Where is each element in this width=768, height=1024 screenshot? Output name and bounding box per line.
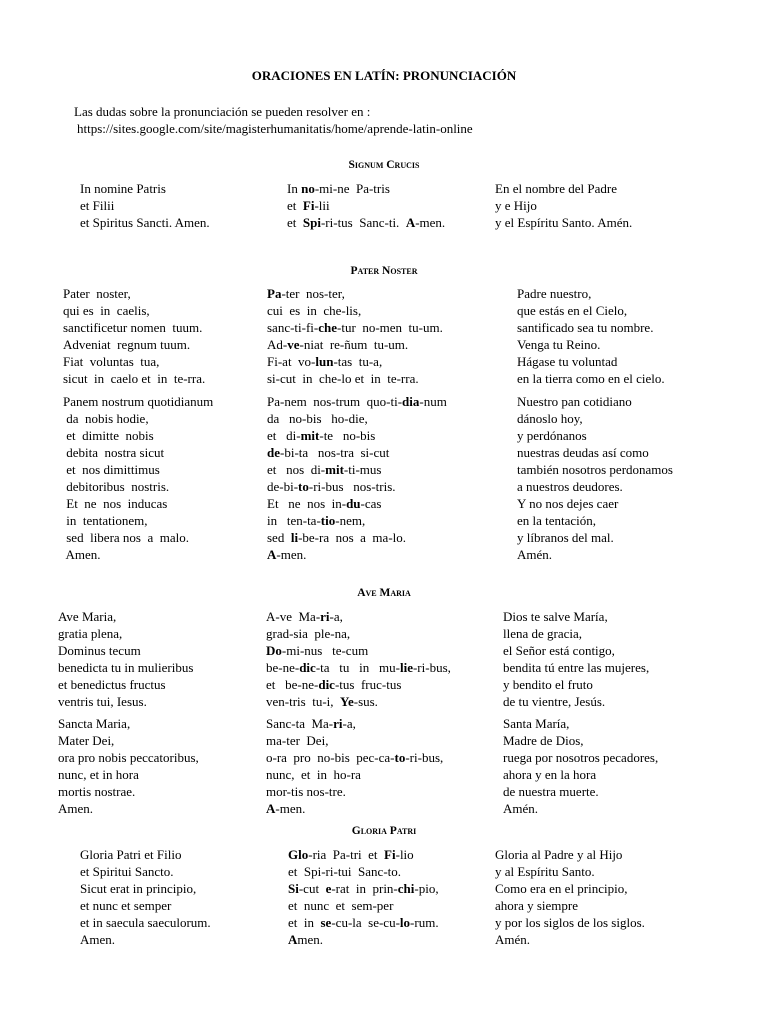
text-line: y e Hijo bbox=[495, 198, 537, 213]
text-line: benedicta tu in mulieribus bbox=[58, 660, 194, 675]
signum-crucis-latin bbox=[80, 180, 210, 231]
text-line: Amén. bbox=[495, 932, 531, 947]
text-line: sed li-be-ra nos a ma-lo. bbox=[267, 530, 407, 545]
text-line: de tu vientre, Jesús. bbox=[503, 694, 606, 709]
text-line: et Spi-ri-tus Sanc-ti. A-men. bbox=[287, 215, 446, 230]
text-line: Do-mi-nus te-cum bbox=[266, 643, 369, 658]
text-line: Glo-ria Pa-tri et Fi-lio bbox=[288, 847, 414, 862]
text-line: y líbranos del mal. bbox=[517, 530, 614, 545]
text-line: Dios te salve María, bbox=[503, 609, 608, 624]
text-line: Fiat voluntas tua, bbox=[63, 354, 160, 369]
text-line: be-ne-dic-ta tu in mu-lie-ri-bus, bbox=[266, 660, 451, 675]
text-line: Y no nos dejes caer bbox=[517, 496, 619, 511]
text-line: si-cut in che-lo et in te-rra. bbox=[267, 371, 419, 386]
text-line: Amén. bbox=[503, 801, 539, 816]
text-line: mortis nostrae. bbox=[58, 784, 136, 799]
text-line: y al Espíritu Santo. bbox=[495, 864, 595, 879]
text-line: Si-cut e-rat in prin-chi-pio, bbox=[288, 881, 439, 896]
text-line: Hágase tu voluntad bbox=[517, 354, 618, 369]
text-line: A-ve Ma-ri-a, bbox=[266, 609, 343, 624]
text-line: y perdónanos bbox=[517, 428, 587, 443]
pater-noster-latin-part-1 bbox=[63, 285, 205, 387]
text-line: Como era en el principio, bbox=[495, 881, 628, 896]
text-line: mor-tis nos-tre. bbox=[266, 784, 346, 799]
text-line: sanctificetur nomen tuum. bbox=[63, 320, 203, 335]
text-line: ruega por nosotros pecadores, bbox=[503, 750, 659, 765]
section-heading-ave-maria: Ave Maria bbox=[357, 587, 411, 599]
text-line: también nosotros perdonamos bbox=[517, 462, 673, 477]
text-line: grad-sia ple-na, bbox=[266, 626, 351, 641]
text-line: et nunc et semper bbox=[80, 898, 172, 913]
intro-block bbox=[74, 103, 473, 137]
text-line: ventris tui, Iesus. bbox=[58, 694, 147, 709]
section-heading-pater-noster: Pater Noster bbox=[350, 265, 418, 277]
text-line: Et ne nos in-du-cas bbox=[267, 496, 382, 511]
text-line: et nos dimittimus bbox=[63, 462, 160, 477]
text-line: et in se-cu-la se-cu-lo-rum. bbox=[288, 915, 439, 930]
ave-maria-latin-part-2 bbox=[58, 715, 199, 817]
text-line: el Señor está contigo, bbox=[503, 643, 615, 658]
gloria-patri-latin bbox=[80, 846, 211, 948]
text-line: Madre de Dios, bbox=[503, 733, 584, 748]
text-line: nunc, et in hora bbox=[58, 767, 139, 782]
text-line: et nunc et sem-per bbox=[288, 898, 394, 913]
text-line: llena de gracia, bbox=[503, 626, 583, 641]
text-line: et nos di-mit-ti-mus bbox=[267, 462, 382, 477]
text-line: y bendito el fruto bbox=[503, 677, 593, 692]
text-line: En el nombre del Padre bbox=[495, 181, 618, 196]
intro-url: https://sites.google.com/site/magisterhumanitatis/home/aprende-latin-online bbox=[77, 121, 473, 136]
ave-maria-latin-part-1 bbox=[58, 608, 193, 710]
gloria-patri-pronunciation bbox=[288, 846, 439, 948]
text-line: de nuestra muerte. bbox=[503, 784, 599, 799]
text-line: ma-ter Dei, bbox=[266, 733, 329, 748]
text-line: In no-mi-ne Pa-tris bbox=[287, 181, 390, 196]
text-line: et Fi-lii bbox=[287, 198, 330, 213]
gloria-patri-spanish bbox=[495, 846, 645, 948]
text-line: Santa María, bbox=[503, 716, 570, 731]
text-line: et dimitte nobis bbox=[63, 428, 154, 443]
section-heading-signum-crucis: Signum Crucis bbox=[348, 159, 420, 171]
text-line: santificado sea tu nombre. bbox=[517, 320, 654, 335]
text-line: en la tentación, bbox=[517, 513, 597, 528]
pater-noster-latin-part-2 bbox=[63, 393, 213, 563]
text-line: Pa-nem nos-trum quo-ti-dia-num bbox=[267, 394, 447, 409]
text-line: bendita tú entre las mujeres, bbox=[503, 660, 650, 675]
text-line: ahora y siempre bbox=[495, 898, 579, 913]
text-line: Mater Dei, bbox=[58, 733, 115, 748]
text-line: Pater noster, bbox=[63, 286, 131, 301]
text-line: Gloria Patri et Filio bbox=[80, 847, 182, 862]
text-line: da no-bis ho-die, bbox=[267, 411, 368, 426]
intro-text: Las dudas sobre la pronunciación se pueden resolver en : bbox=[74, 104, 371, 119]
pater-noster-spanish-part-2 bbox=[517, 393, 673, 563]
signum-crucis-pronunciation bbox=[287, 180, 445, 231]
text-line: Sanc-ta Ma-ri-a, bbox=[266, 716, 356, 731]
text-line: et di-mit-te no-bis bbox=[267, 428, 376, 443]
ave-maria-pronunciation-part-1 bbox=[266, 608, 451, 710]
text-line: o-ra pro no-bis pec-ca-to-ri-bus, bbox=[266, 750, 444, 765]
text-line: Nuestro pan cotidiano bbox=[517, 394, 632, 409]
text-line: ora pro nobis peccatoribus, bbox=[58, 750, 199, 765]
text-line: debitoribus nostris. bbox=[63, 479, 170, 494]
ave-maria-spanish-part-1 bbox=[503, 608, 649, 710]
text-line: Amén. bbox=[517, 547, 553, 562]
text-line: sicut in caelo et in te-rra. bbox=[63, 371, 206, 386]
text-line: y el Espíritu Santo. Amén. bbox=[495, 215, 633, 230]
text-line: et in saecula saeculorum. bbox=[80, 915, 211, 930]
text-line: y por los siglos de los siglos. bbox=[495, 915, 645, 930]
text-line: Amen. bbox=[63, 547, 101, 562]
text-line: A-men. bbox=[267, 547, 307, 562]
text-line: in ten-ta-tio-nem, bbox=[267, 513, 366, 528]
pater-noster-pronunciation-part-1 bbox=[267, 285, 443, 387]
text-line: in tentationem, bbox=[63, 513, 148, 528]
text-line: de-bi-ta nos-tra si-cut bbox=[267, 445, 390, 460]
text-line: Et ne nos inducas bbox=[63, 496, 168, 511]
text-line: et Spiritus Sancti. Amen. bbox=[80, 215, 210, 230]
text-line: et Spiritui Sancto. bbox=[80, 864, 174, 879]
document-title: ORACIONES EN LATÍN: PRONUNCIACIÓN bbox=[251, 68, 517, 83]
text-line: Ave Maria, bbox=[58, 609, 117, 624]
pater-noster-pronunciation-part-2 bbox=[267, 393, 447, 563]
text-line: Dominus tecum bbox=[58, 643, 141, 658]
text-line: Gloria al Padre y al Hijo bbox=[495, 847, 623, 862]
text-line: Sancta Maria, bbox=[58, 716, 131, 731]
text-line: gratia plena, bbox=[58, 626, 123, 641]
text-line: Venga tu Reino. bbox=[517, 337, 601, 352]
text-line: Sicut erat in principio, bbox=[80, 881, 197, 896]
text-line: In nomine Patris bbox=[80, 181, 166, 196]
text-line: debita nostra sicut bbox=[63, 445, 165, 460]
text-line: et Filii bbox=[80, 198, 115, 213]
text-line: Panem nostrum quotidianum bbox=[63, 394, 214, 409]
ave-maria-pronunciation-part-2 bbox=[266, 715, 443, 817]
text-line: sed libera nos a malo. bbox=[63, 530, 189, 545]
text-line: cui es in che-lis, bbox=[267, 303, 362, 318]
pater-noster-spanish-part-1 bbox=[517, 285, 665, 387]
text-line: en la tierra como en el cielo. bbox=[517, 371, 665, 386]
text-line: de-bi-to-ri-bus nos-tris. bbox=[267, 479, 396, 494]
text-line: Padre nuestro, bbox=[517, 286, 592, 301]
text-line: et Spi-ri-tui Sanc-to. bbox=[288, 864, 402, 879]
text-line: ahora y en la hora bbox=[503, 767, 597, 782]
text-line: da nobis hodie, bbox=[63, 411, 149, 426]
ave-maria-spanish-part-2 bbox=[503, 715, 658, 817]
text-line: ven-tris tu-i, Ye-sus. bbox=[266, 694, 378, 709]
text-line: nuestras deudas así como bbox=[517, 445, 649, 460]
text-line: Amen. bbox=[58, 801, 94, 816]
text-line: qui es in caelis, bbox=[63, 303, 150, 318]
text-line: et benedictus fructus bbox=[58, 677, 166, 692]
text-line: A-men. bbox=[266, 801, 306, 816]
text-line: dánoslo hoy, bbox=[517, 411, 583, 426]
text-line: et be-ne-dic-tus fruc-tus bbox=[266, 677, 402, 692]
text-line: a nuestros deudores. bbox=[517, 479, 623, 494]
text-line: que estás en el Cielo, bbox=[517, 303, 628, 318]
text-line: Amen. bbox=[288, 932, 324, 947]
text-line: sanc-ti-fi-che-tur no-men tu-um. bbox=[267, 320, 443, 335]
text-line: Amen. bbox=[80, 932, 116, 947]
signum-crucis-spanish bbox=[495, 180, 632, 231]
text-line: Pa-ter nos-ter, bbox=[267, 286, 345, 301]
text-line: Adveniat regnum tuum. bbox=[63, 337, 191, 352]
section-heading-gloria-patri: Gloria Patri bbox=[351, 825, 417, 837]
text-line: Fi-at vo-lun-tas tu-a, bbox=[267, 354, 383, 369]
text-line: nunc, et in ho-ra bbox=[266, 767, 361, 782]
text-line: Ad-ve-niat re-ñum tu-um. bbox=[267, 337, 409, 352]
